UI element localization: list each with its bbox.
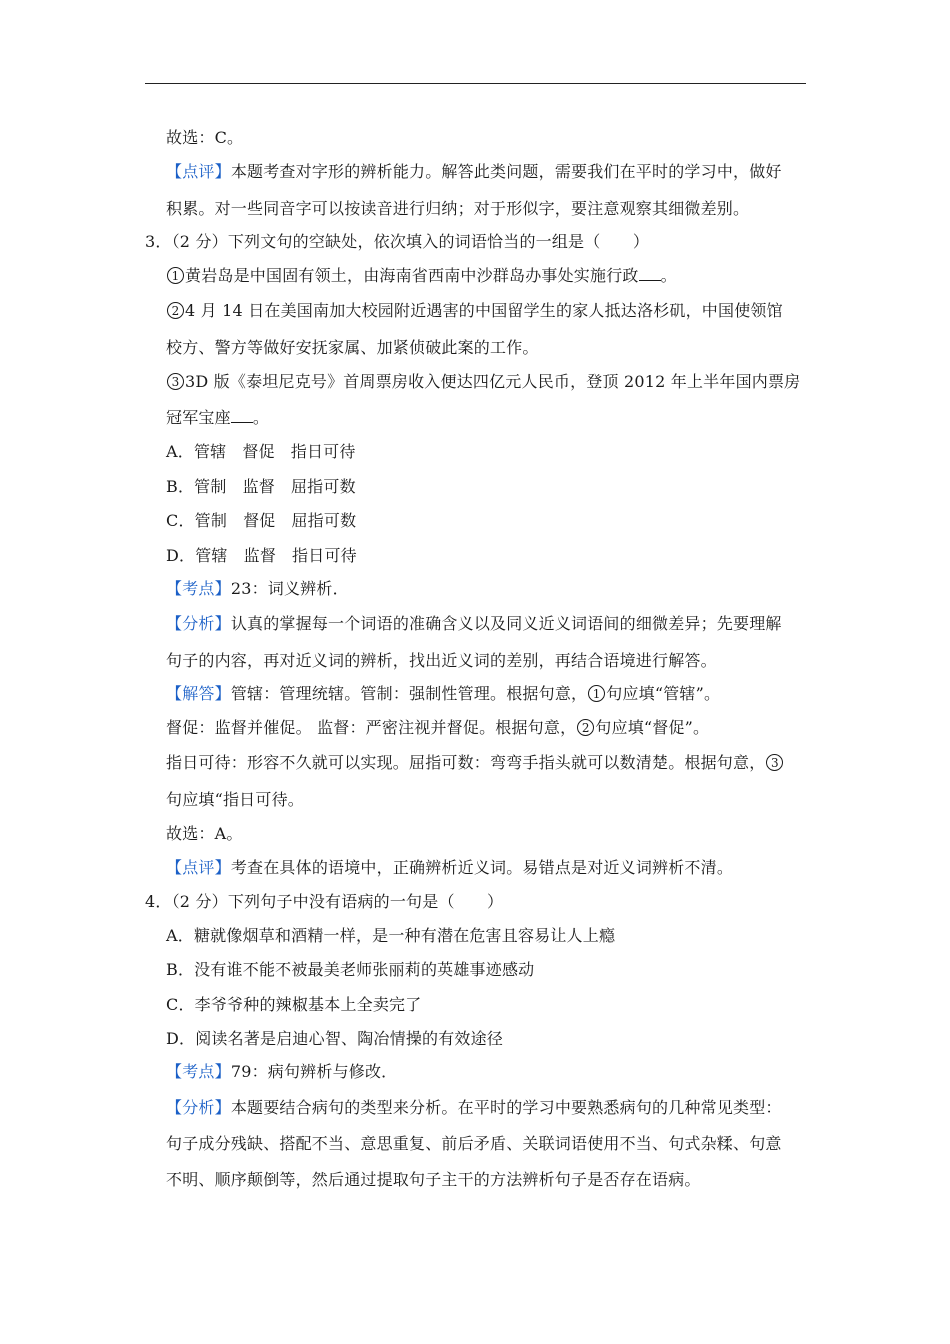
tag-fenxi: 【分析】 <box>166 614 231 633</box>
q3-point: 【考点】23：词义辨析． <box>166 579 349 598</box>
q3-stem: 3．（2 分）下列文句的空缺处，依次填入的词语恰当的一组是（ ） <box>145 232 650 251</box>
tag-kaodian: 【考点】 <box>166 1062 231 1081</box>
q3-solution-3: 指日可待：形容不久就可以实现。屈指可数：弯弯手指头就可以数清楚。根据句意， 3 <box>166 752 784 774</box>
q2-review: 【点评】本题考查对字形的辨析能力。解答此类问题，需要我们在平时的学习中，做好 <box>166 162 782 181</box>
circled-number-2: 2 <box>167 302 184 319</box>
q3-option-c: C．管制 督促 屈指可数 <box>166 511 357 530</box>
q3-sentence-3-cont: 冠军宝座 。 <box>166 408 270 427</box>
tag-dianping: 【点评】 <box>166 858 231 877</box>
q4-option-c: C．李爷爷种的辣椒基本上全卖完了 <box>166 995 422 1014</box>
q3-option-d: D．管辖 监督 指日可待 <box>166 546 357 565</box>
q3-analysis-cont: 句子的内容，再对近义词的辨析，找出近义词的差别，再结合语境进行解答。 <box>166 651 717 670</box>
q3-analysis: 【分析】认真的掌握每一个词语的准确含义以及同义近义词语间的细微差异；先要理解 <box>166 614 782 633</box>
q3-answer: 故选：A。 <box>166 824 243 843</box>
q4-option-b: B．没有谁不能不被最美老师张丽莉的英雄事迹感动 <box>166 960 535 979</box>
tag-kaodian: 【考点】 <box>166 579 231 598</box>
tag-fenxi: 【分析】 <box>166 1098 231 1117</box>
q4-option-d: D．阅读名著是启迪心智、陶冶情操的有效途径 <box>166 1029 504 1048</box>
q4-analysis: 【分析】本题要结合病句的类型来分析。在平时的学习中要熟悉病句的几种常见类型： <box>166 1098 782 1117</box>
circled-number-3: 3 <box>766 754 783 771</box>
q3-option-b: B．管制 监督 屈指可数 <box>166 477 356 496</box>
q3-option-a: A．管辖 督促 指日可待 <box>166 442 356 461</box>
circled-number-2: 2 <box>577 719 594 736</box>
circled-number-3: 3 <box>167 373 184 390</box>
q3-review: 【点评】考查在具体的语境中，正确辨析近义词。易错点是对近义词辨析不清。 <box>166 858 734 877</box>
circled-number-1: 1 <box>167 267 184 284</box>
tag-jieda: 【解答】 <box>166 684 231 703</box>
q4-analysis-cont: 句子成分残缺、搭配不当、意思重复、前后矛盾、关联词语使用不当、句式杂糅、句意 <box>166 1134 782 1153</box>
fill-blank <box>639 266 661 281</box>
q3-solution-4: 句应填“指日可待。 <box>166 790 304 809</box>
tag-dianping: 【点评】 <box>166 162 231 181</box>
q3-solution: 【解答】管辖：管理统辖。管制：强制性管理。根据句意， 1 句应填“管辖”。 <box>166 684 721 703</box>
fill-blank <box>231 408 253 423</box>
q3-solution-2: 督促：监督并催促。 监督：严密注视并督促。根据句意， 2 句应填“督促”。 <box>166 718 710 737</box>
q3-sentence-1: 1 黄岩岛是中国固有领土，由海南省西南中沙群岛办事处实施行政 。 <box>166 265 677 287</box>
q4-analysis-cont-2: 不明、顺序颠倒等，然后通过提取句子主干的方法辨析句子是否存在语病。 <box>166 1170 701 1189</box>
q4-point: 【考点】79：病句辨析与修改． <box>166 1062 398 1081</box>
q2-review-cont: 积累。对一些同音字可以按读音进行归纳；对于形似字，要注意观察其细微差别。 <box>166 199 750 218</box>
q3-sentence-2: 2 4 月 14 日在美国南加大校园附近遇害的中国留学生的家人抵达洛杉矶，中国使领馆 <box>166 300 783 322</box>
header-rule <box>145 83 806 84</box>
circled-number-1: 1 <box>588 685 605 702</box>
q3-sentence-3: 3 3D 版《泰坦尼克号》首周票房收入便达四亿元人民币，登顶 2012 年上半年国内票房 <box>166 371 800 393</box>
q4-option-a: A．糖就像烟草和酒精一样，是一种有潜在危害且容易让人上瘾 <box>166 926 616 945</box>
q3-sentence-2-cont: 校方、警方等做好安抚家属、加紧侦破此案的工作。 <box>166 338 539 357</box>
q4-stem: 4．（2 分）下列句子中没有语病的一句是（ ） <box>145 892 504 911</box>
q2-answer: 故选：C。 <box>166 128 244 147</box>
